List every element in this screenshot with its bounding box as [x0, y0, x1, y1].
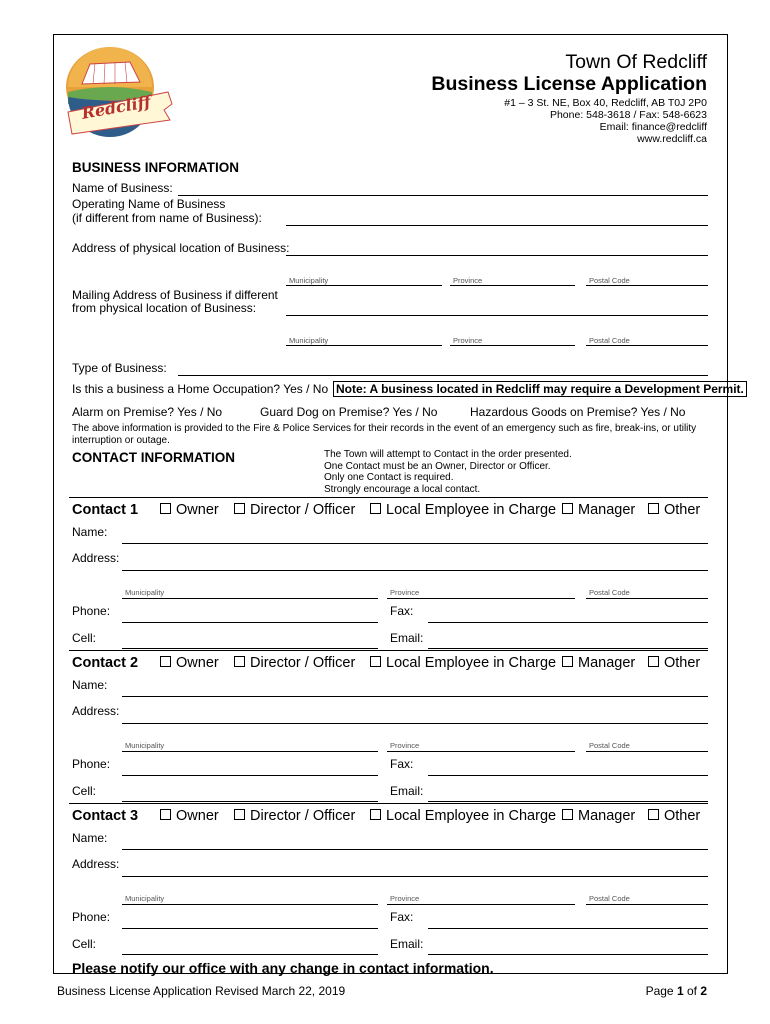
contact-address-field[interactable]: [122, 876, 708, 877]
role-label: Owner: [176, 655, 219, 671]
town-logo: [60, 42, 178, 142]
contact-name-field[interactable]: [122, 543, 708, 544]
contact-address-label: Address:: [72, 704, 120, 718]
checkbox-icon[interactable]: [370, 809, 381, 820]
contact-address-field[interactable]: [122, 570, 708, 571]
emergency-disclaimer-cont: interruption or outage.: [72, 435, 170, 446]
contact-postal-field[interactable]: [586, 598, 708, 599]
contact-divider: [69, 650, 708, 651]
operating-name-field[interactable]: [286, 225, 708, 226]
guard-dog-question: Guard Dog on Premise? Yes / No: [260, 405, 438, 419]
contact-divider: [69, 497, 708, 498]
contact-fax-field[interactable]: [428, 622, 708, 623]
office-address: #1 – 3 St. NE, Box 40, Redcliff, AB T0J 2P0: [504, 97, 707, 109]
checkbox-icon[interactable]: [648, 656, 659, 667]
contact-phone-field[interactable]: [122, 622, 378, 623]
contact-fax-label: Fax:: [390, 910, 414, 924]
physical-address-field[interactable]: [286, 255, 708, 256]
development-permit-note: Note: A business located in Redcliff may require a Development Permit.: [333, 381, 747, 397]
contact-fax-label: Fax:: [390, 757, 414, 771]
contact-instruction-3: Only one Contact is required.: [324, 472, 454, 483]
contact-role-option[interactable]: [160, 502, 219, 519]
revision-date: Business License Application Revised March 22, 2019: [57, 984, 346, 998]
contact-email-label: Email:: [390, 937, 424, 951]
contact-municipality-field[interactable]: [122, 904, 378, 905]
contact-email-label: Email:: [390, 784, 424, 798]
municipality-caption: Municipality: [289, 276, 329, 285]
contact-name-label: Name:: [72, 525, 108, 539]
business-info-heading: BUSINESS INFORMATION: [72, 160, 240, 175]
contact-role-option[interactable]: [562, 808, 635, 825]
form-title: Business License Application: [431, 73, 707, 95]
emergency-disclaimer: The above information is provided to the Fire & Police Services for their records in the event of an emergency such as fire, break-ins, or utility: [72, 423, 697, 434]
contact-role-option[interactable]: [234, 655, 355, 672]
contact-role-option[interactable]: [234, 808, 355, 825]
contact-instruction-2: One Contact must be an Owner, Director or Officer.: [324, 460, 551, 472]
mailing-postal-field[interactable]: [586, 345, 708, 346]
province-caption: Province: [453, 336, 483, 345]
province-caption: Province: [453, 276, 483, 285]
contact-cell-label: Cell:: [72, 937, 97, 951]
contact-title: Contact 1: [72, 502, 139, 518]
role-label: Manager: [578, 655, 636, 671]
contact-postal-field[interactable]: [586, 904, 708, 905]
office-email: Email: finance@redcliff: [599, 121, 707, 133]
contact-municipality-field[interactable]: [122, 751, 378, 752]
page-number: Page 1 of 2: [645, 984, 707, 998]
contact-municipality-field[interactable]: [122, 598, 378, 599]
mailing-municipality-field[interactable]: [286, 345, 442, 346]
postal-caption: Postal Code: [589, 741, 630, 750]
contact-name-field[interactable]: [122, 849, 708, 850]
mailing-address-sublabel: from physical location of Business:: [72, 301, 257, 315]
role-label: Other: [664, 808, 701, 824]
checkbox-icon[interactable]: [648, 809, 659, 820]
checkbox-icon[interactable]: [160, 809, 171, 820]
checkbox-icon[interactable]: [160, 503, 171, 514]
contact-phone-field[interactable]: [122, 928, 378, 929]
checkbox-icon[interactable]: [160, 656, 171, 667]
contact-role-option[interactable]: [648, 502, 700, 519]
contact-role-option[interactable]: [370, 655, 556, 672]
role-label: Other: [664, 655, 701, 671]
contact-postal-field[interactable]: [586, 751, 708, 752]
contact-fax-field[interactable]: [428, 775, 708, 776]
business-name-field[interactable]: [178, 195, 708, 196]
operating-name-label: Operating Name of Business: [72, 197, 226, 211]
contact-email-field[interactable]: [428, 954, 708, 955]
role-label: Local Employee in Charge: [386, 655, 557, 671]
physical-province-field[interactable]: [450, 285, 575, 286]
logo-script: Redcliff: [80, 91, 153, 123]
contact-phone-label: Phone:: [72, 757, 111, 771]
checkbox-icon[interactable]: [234, 809, 245, 820]
checkbox-icon[interactable]: [648, 503, 659, 514]
role-label: Director / Officer: [250, 808, 356, 824]
contact-role-option[interactable]: [160, 655, 219, 672]
checkbox-icon[interactable]: [562, 809, 573, 820]
contact-email-label: Email:: [390, 631, 424, 645]
contact-phone-label: Phone:: [72, 910, 111, 924]
contact-address-field[interactable]: [122, 723, 708, 724]
contact-role-option[interactable]: [160, 808, 219, 825]
contact-instruction-4: Strongly encourage a local contact.: [324, 483, 481, 495]
contact-cell-field[interactable]: [122, 648, 378, 649]
mailing-province-field[interactable]: [450, 345, 575, 346]
mailing-address-label: Mailing Address of Business if different: [72, 288, 278, 302]
role-label: Director / Officer: [250, 655, 356, 671]
contact-address-label: Address:: [72, 857, 120, 871]
province-caption: Province: [390, 741, 420, 750]
contact-role-option[interactable]: [648, 655, 700, 672]
role-label: Local Employee in Charge: [386, 502, 557, 518]
role-label: Director / Officer: [250, 502, 356, 518]
contact-province-field[interactable]: [387, 598, 575, 599]
postal-caption: Postal Code: [589, 588, 630, 597]
business-type-field[interactable]: [178, 375, 708, 376]
contact-title: Contact 3: [72, 808, 139, 824]
office-phone-fax: Phone: 548-3618 / Fax: 548-6623: [549, 109, 707, 121]
checkbox-icon[interactable]: [370, 656, 381, 667]
municipality-caption: Municipality: [125, 741, 165, 750]
contact-province-field[interactable]: [387, 904, 575, 905]
municipality-caption: Municipality: [125, 894, 165, 903]
role-label: Manager: [578, 502, 636, 518]
municipality-caption: Municipality: [125, 588, 165, 597]
contact-role-option[interactable]: [562, 502, 635, 519]
mailing-address-field[interactable]: [286, 315, 708, 316]
contact-name-label: Name:: [72, 678, 108, 692]
contact-role-option[interactable]: [370, 502, 556, 519]
postal-caption: Postal Code: [589, 894, 630, 903]
contact-cell-label: Cell:: [72, 784, 97, 798]
role-label: Manager: [578, 808, 636, 824]
role-label: Other: [664, 502, 701, 518]
contact-phone-label: Phone:: [72, 604, 111, 618]
contact-role-option[interactable]: [562, 655, 635, 672]
municipality-caption: Municipality: [289, 336, 329, 345]
province-caption: Province: [390, 588, 420, 597]
contact-phone-field[interactable]: [122, 775, 378, 776]
contact-fax-label: Fax:: [390, 604, 414, 618]
contact-cell-field[interactable]: [122, 801, 378, 802]
contact-name-field[interactable]: [122, 696, 708, 697]
contact-instruction-1: The Town will attempt to Contact in the order presented.: [324, 449, 572, 460]
contact-role-option[interactable]: [234, 502, 355, 519]
physical-address-label: Address of physical location of Business:: [72, 241, 290, 255]
notify-change-notice: Please notify our office with any change in contact information.: [72, 960, 494, 976]
contact-address-label: Address:: [72, 551, 120, 565]
contact-cell-label: Cell:: [72, 631, 97, 645]
contact-role-option[interactable]: [370, 808, 556, 825]
postal-caption: Postal Code: [589, 276, 630, 285]
role-label: Owner: [176, 808, 219, 824]
contact-divider: [69, 803, 708, 804]
checkbox-icon[interactable]: [234, 656, 245, 667]
checkbox-icon[interactable]: [562, 503, 573, 514]
physical-municipality-field[interactable]: [286, 285, 442, 286]
operating-name-sublabel: (if different from name of Business):: [72, 211, 262, 225]
contact-email-field[interactable]: [428, 648, 708, 649]
postal-caption: Postal Code: [589, 336, 630, 345]
hazardous-goods-question: Hazardous Goods on Premise? Yes / No: [470, 405, 686, 419]
contact-role-option[interactable]: [648, 808, 700, 825]
checkbox-icon[interactable]: [370, 503, 381, 514]
office-website: www.redcliff.ca: [637, 133, 707, 145]
province-caption: Province: [390, 894, 420, 903]
home-occupation-question: Is this a business a Home Occupation? Yes / No: [72, 382, 329, 396]
contact-province-field[interactable]: [387, 751, 575, 752]
alarm-question: Alarm on Premise? Yes / No: [72, 405, 223, 419]
contact-fax-field[interactable]: [428, 928, 708, 929]
role-label: Local Employee in Charge: [386, 808, 557, 824]
town-name: Town Of Redcliff: [565, 51, 707, 73]
role-label: Owner: [176, 502, 219, 518]
contact-info-heading: CONTACT INFORMATION: [72, 450, 235, 465]
contact-title: Contact 2: [72, 655, 139, 671]
contact-name-label: Name:: [72, 831, 108, 845]
checkbox-icon[interactable]: [562, 656, 573, 667]
business-type-label: Type of Business:: [72, 361, 167, 375]
contact-email-field[interactable]: [428, 801, 708, 802]
business-name-label: Name of Business:: [72, 181, 173, 195]
physical-postal-field[interactable]: [586, 285, 708, 286]
contact-cell-field[interactable]: [122, 954, 378, 955]
checkbox-icon[interactable]: [234, 503, 245, 514]
